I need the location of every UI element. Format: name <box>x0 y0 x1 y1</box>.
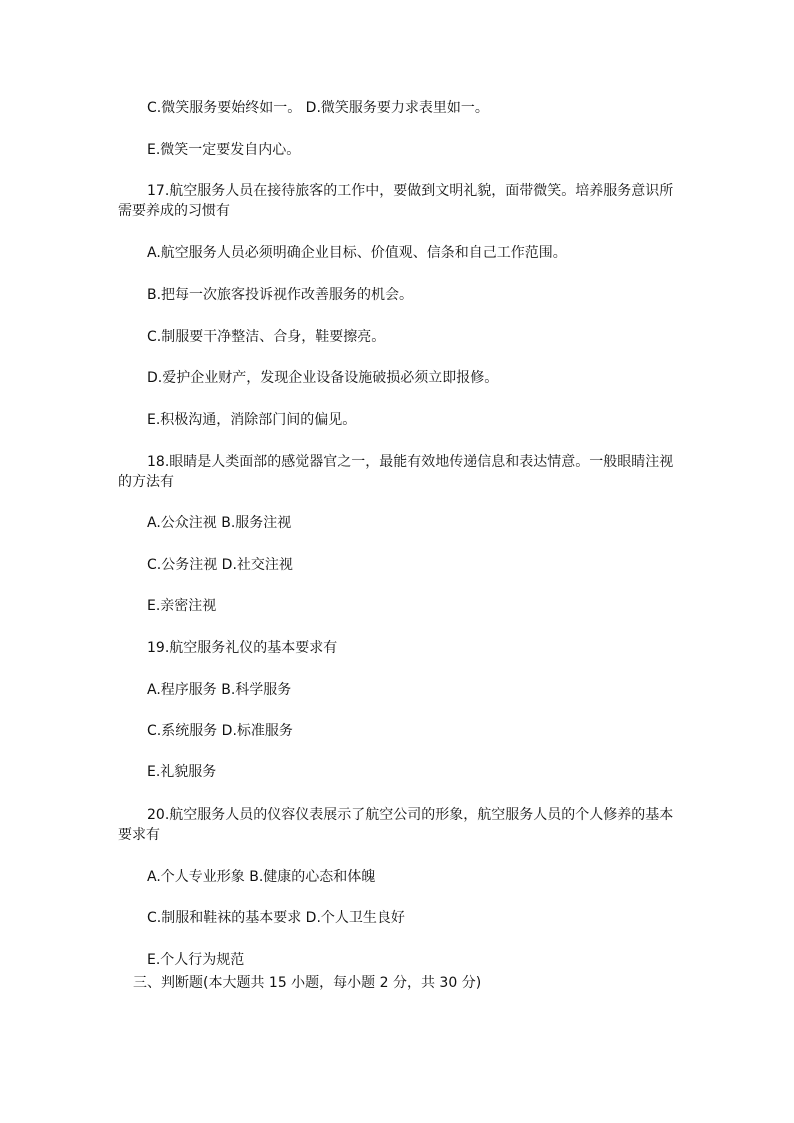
question-17: 17.航空服务人员在接待旅客的工作中，要做到文明礼貌，面带微笑。培养服务意识所需要养成的习惯有 <box>118 183 674 219</box>
section-heading: 三、判断题(本大题共 15 小题，每小题 2 分，共 30 分) <box>133 975 482 991</box>
option-line: D.爱护企业财产，发现企业设备设施破损必须立即报修。 <box>147 370 499 386</box>
option-line: A.航空服务人员必须明确企业目标、价值观、信条和自己工作范围。 <box>147 245 567 261</box>
option-line: C.制服和鞋袜的基本要求 D.个人卫生良好 <box>147 910 405 926</box>
option-line: E.个人行为规范 <box>147 952 245 968</box>
option-line: C.制服要干净整洁、合身，鞋要擦亮。 <box>147 329 386 345</box>
option-line: B.把每一次旅客投诉视作改善服务的机会。 <box>147 287 414 303</box>
option-line: A.公众注视 B.服务注视 <box>147 515 292 531</box>
option-line: E.礼貌服务 <box>147 764 217 780</box>
option-line: E.亲密注视 <box>147 598 217 614</box>
option-line: C.公务注视 D.社交注视 <box>147 557 293 573</box>
option-line: A.程序服务 B.科学服务 <box>147 682 292 698</box>
option-line: E.微笑一定要发自内心。 <box>147 142 301 158</box>
option-line: C.微笑服务要始终如一。 D.微笑服务要力求表里如一。 <box>147 100 489 116</box>
option-line: E.积极沟通，消除部门间的偏见。 <box>147 412 357 428</box>
question-18: 18.眼睛是人类面部的感觉器官之一，最能有效地传递信息和表达情意。一般眼睛注视的方法有 <box>118 454 674 490</box>
option-line: A.个人专业形象 B.健康的心态和体魄 <box>147 869 376 885</box>
question-20: 20.航空服务人员的仪容仪表展示了航空公司的形象，航空服务人员的个人修养的基本要求有 <box>118 807 674 843</box>
question-19: 19.航空服务礼仪的基本要求有 <box>147 640 338 656</box>
option-line: C.系统服务 D.标准服务 <box>147 723 293 739</box>
